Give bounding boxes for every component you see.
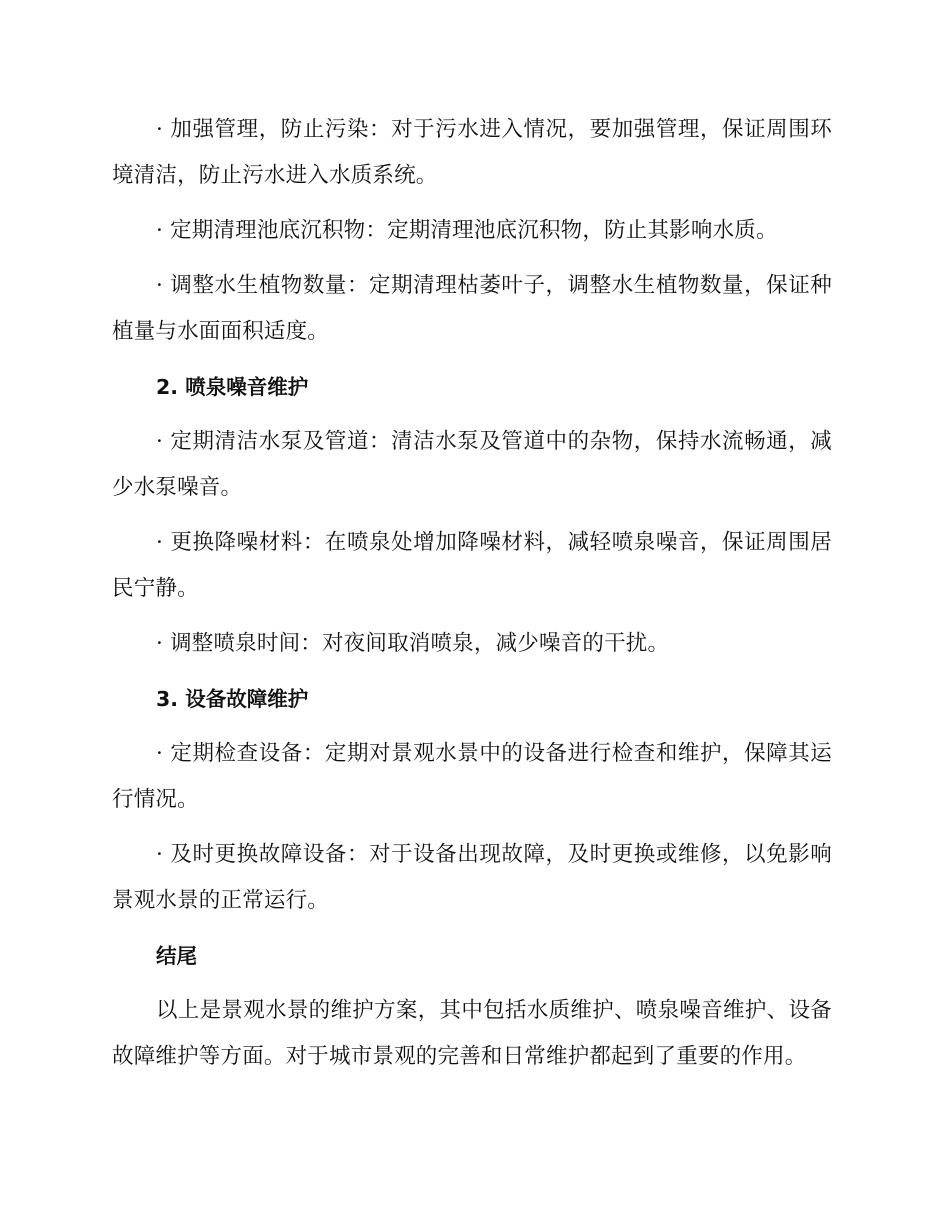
section-heading: 结尾: [156, 944, 197, 968]
bullet-paragraph: · 加强管理，防止污染：对于污水进入情况，要加强管理，保证周围环境清洁，防止污水进入水质系统。: [112, 117, 832, 188]
bullet-paragraph: · 调整水生植物数量：定期清理枯萎叶子，调整水生植物数量，保证种植量与水面面积适度。: [112, 273, 832, 344]
conclusion-paragraph: 以上是景观水景的维护方案，其中包括水质维护、喷泉噪音维护、设备故障维护等方面。对于城市景观的完善和日常维护都起到了重要的作用。: [112, 998, 832, 1069]
bullet-paragraph: · 定期检查设备：定期对景观水景中的设备进行检查和维护，保障其运行情况。: [112, 741, 832, 812]
bullet-paragraph: · 及时更换故障设备：对于设备出现故障，及时更换或维修，以免影响景观水景的正常运行。: [112, 842, 832, 913]
section-heading: 2. 喷泉噪音维护: [156, 375, 309, 399]
section-heading: 3. 设备故障维护: [156, 687, 309, 711]
bullet-paragraph: · 定期清理池底沉积物：定期清理池底沉积物，防止其影响水质。: [156, 218, 778, 243]
bullet-paragraph: · 定期清洁水泵及管道：清洁水泵及管道中的杂物，保持水流畅通，减少水泵噪音。: [112, 429, 832, 500]
document-body: [112, 107, 832, 1089]
bullet-paragraph: · 调整喷泉时间：对夜间取消喷泉，减少噪音的干扰。: [156, 631, 670, 656]
bullet-paragraph: · 更换降噪材料：在喷泉处增加降噪材料，减轻喷泉噪音，保证周围居民宁静。: [112, 530, 832, 601]
